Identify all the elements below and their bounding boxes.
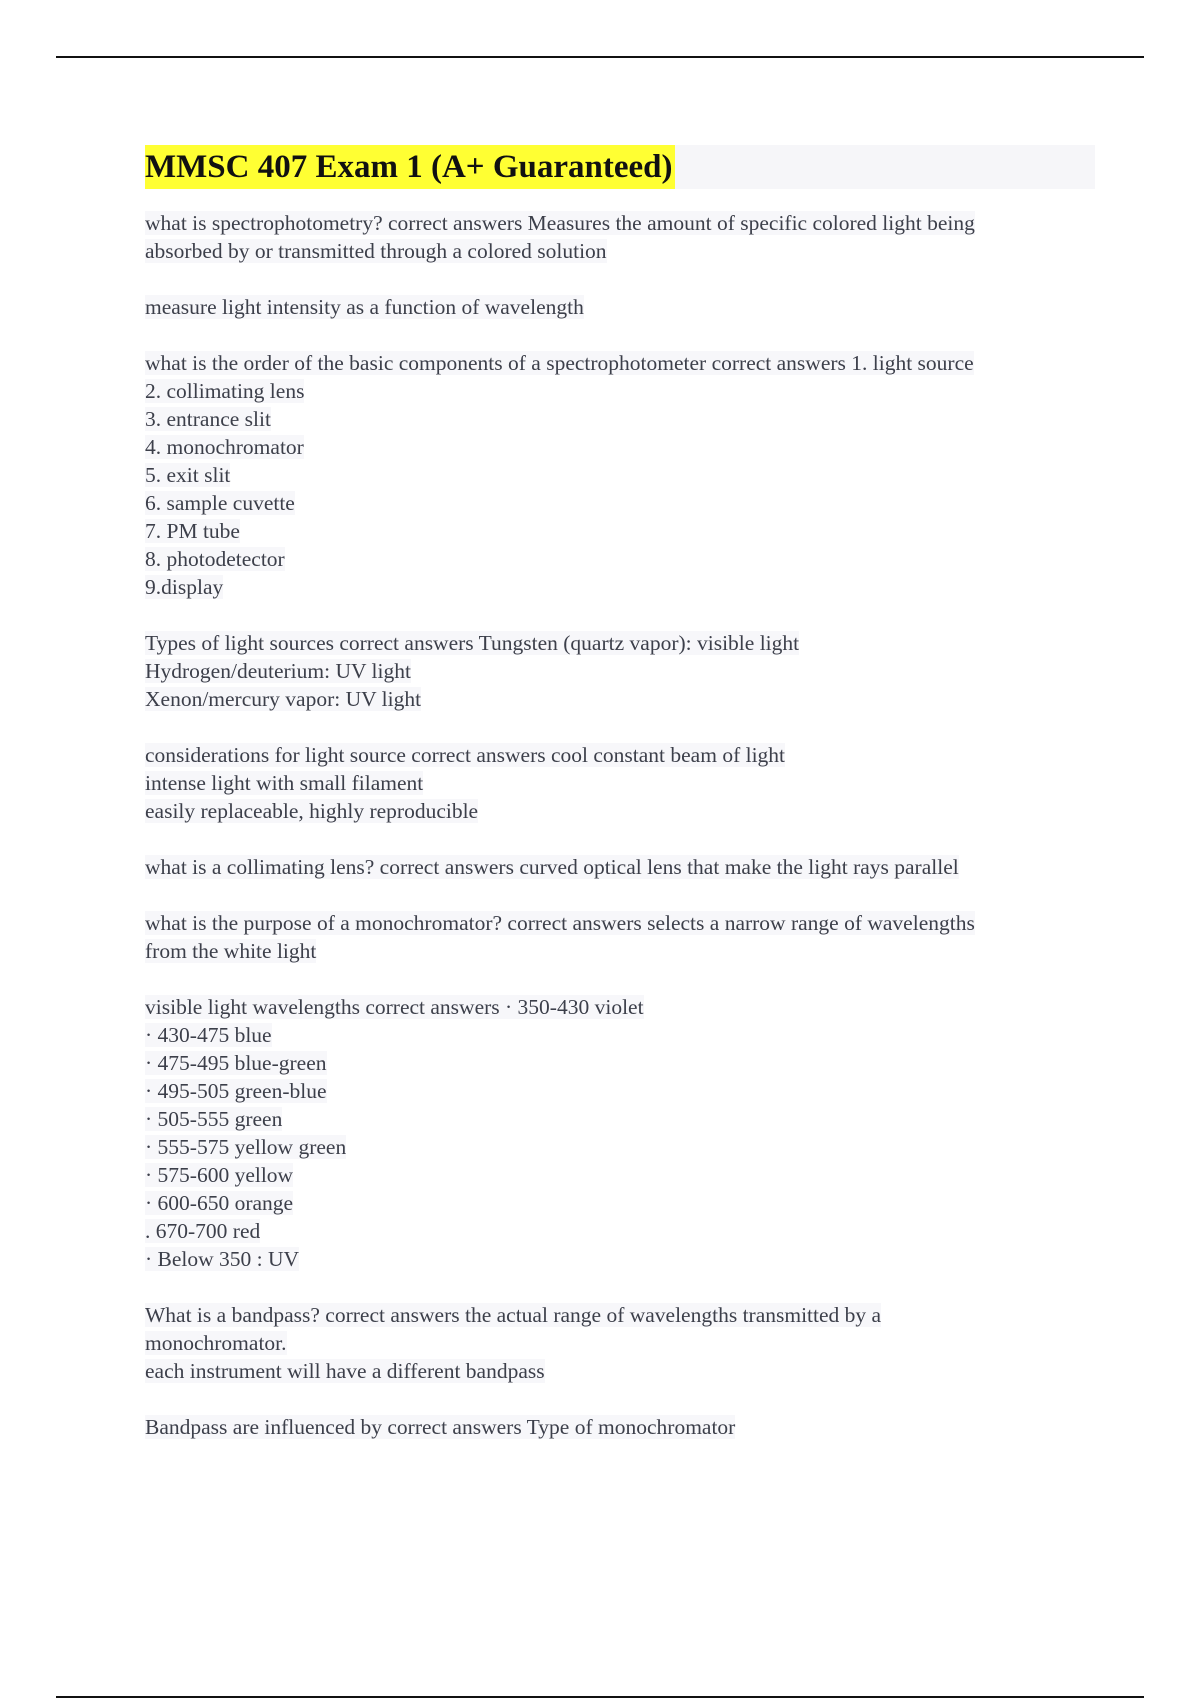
text-line: · 600-650 orange [145, 1191, 294, 1215]
text-line: 9.display [145, 575, 224, 599]
title-band [145, 145, 1095, 189]
text-line: Xenon/mercury vapor: UV light [145, 687, 422, 711]
text-line: considerations for light source correct answers cool constant beam of light [145, 743, 786, 767]
text-line: what is the purpose of a monochromator? correct answers selects a narrow range of wavelengths [145, 911, 975, 935]
text-line: · Below 350 : UV [145, 1247, 300, 1271]
text-line: visible light wavelengths correct answers · 350-430 violet [145, 995, 644, 1019]
text-line: · 475-495 blue-green [145, 1051, 327, 1075]
text-line: monochromator. [145, 1331, 287, 1355]
page-top-rule [56, 56, 1144, 58]
text-line: Hydrogen/deuterium: UV light [145, 659, 411, 683]
text-line: absorbed by or transmitted through a colored solution [145, 239, 607, 263]
text-line: what is a collimating lens? correct answers curved optical lens that make the light rays parallel [145, 855, 959, 879]
text-line: · 555-575 yellow green [145, 1135, 347, 1159]
qa-block [145, 741, 1095, 825]
text-line: 6. sample cuvette [145, 491, 295, 515]
text-line: Bandpass are influenced by correct answers Type of monochromator [145, 1415, 736, 1439]
text-line: 3. entrance slit [145, 407, 271, 431]
text-line: · 575-600 yellow [145, 1163, 294, 1187]
qa-block [145, 349, 1095, 601]
qa-block [145, 993, 1095, 1273]
text-line: . 670-700 red [145, 1219, 261, 1243]
text-line: What is a bandpass? correct answers the actual range of wavelengths transmitted by a [145, 1303, 882, 1327]
qa-block [145, 909, 1095, 965]
text-line: 7. PM tube [145, 519, 240, 543]
text-line: easily replaceable, highly reproducible [145, 799, 479, 823]
text-line: from the white light [145, 939, 317, 963]
document-body [145, 145, 1095, 1469]
text-line: each instrument will have a different bandpass [145, 1359, 545, 1383]
text-line: measure light intensity as a function of wavelength [145, 295, 584, 319]
qa-block [145, 853, 1095, 881]
qa-block [145, 629, 1095, 713]
text-line: 5. exit slit [145, 463, 231, 487]
text-line: · 430-475 blue [145, 1023, 272, 1047]
text-line: intense light with small filament [145, 771, 424, 795]
text-line: what is the order of the basic components of a spectrophotometer correct answers 1. light source [145, 351, 974, 375]
text-line: · 505-555 green [145, 1107, 283, 1131]
page-bottom-rule [56, 1696, 1144, 1698]
text-line: Types of light sources correct answers Tungsten (quartz vapor): visible light [145, 631, 800, 655]
text-line: what is spectrophotometry? correct answers Measures the amount of specific colored light being [145, 211, 975, 235]
qa-block [145, 293, 1095, 321]
document-title: MMSC 407 Exam 1 (A+ Guaranteed) [145, 145, 675, 189]
text-line: · 495-505 green-blue [145, 1079, 327, 1103]
qa-block [145, 1413, 1095, 1441]
text-line: 2. collimating lens [145, 379, 305, 403]
text-line: 8. photodetector [145, 547, 285, 571]
text-line: 4. monochromator [145, 435, 304, 459]
qa-block [145, 209, 1095, 265]
qa-block [145, 1301, 1095, 1385]
